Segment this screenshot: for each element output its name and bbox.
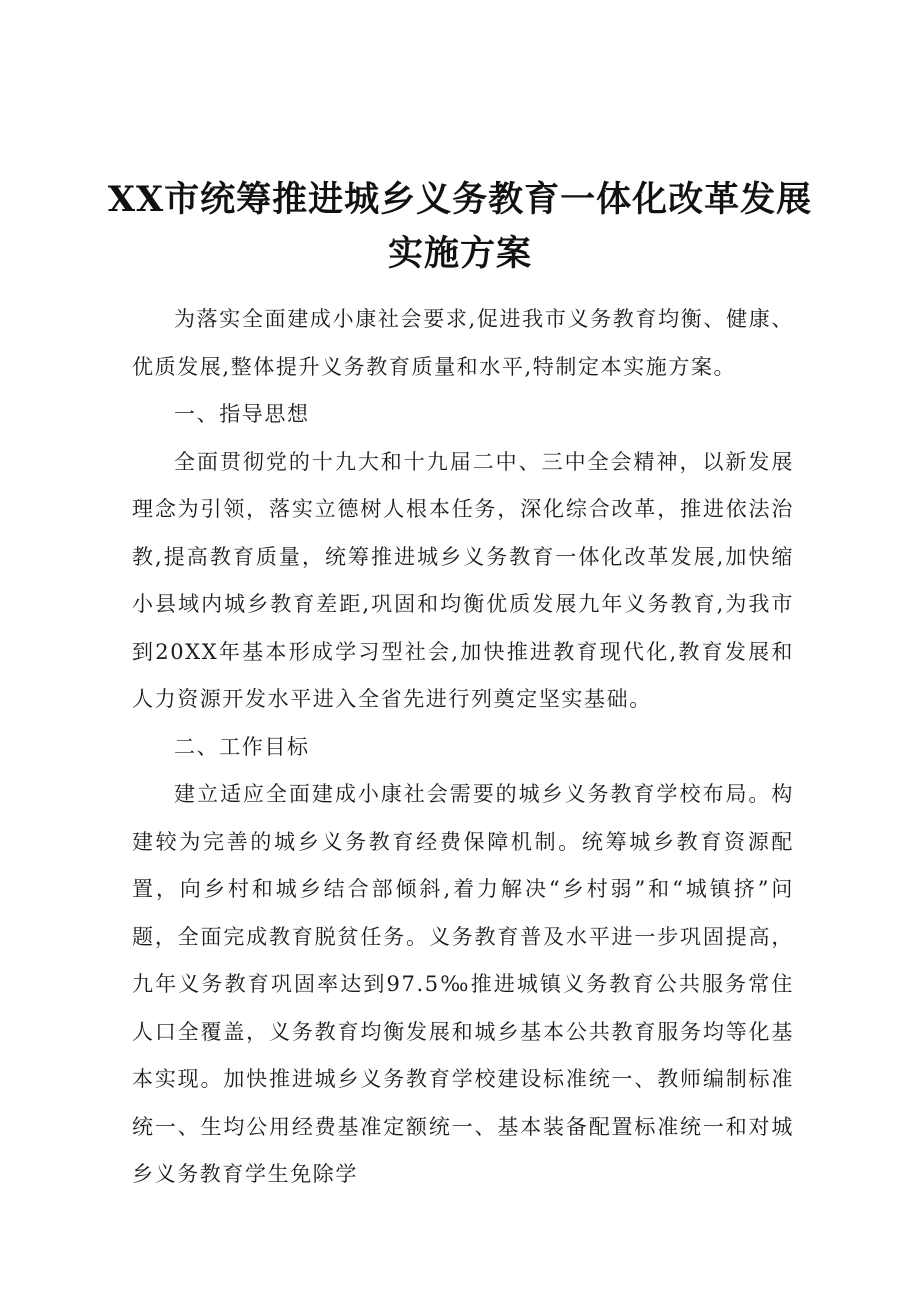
intro-paragraph: 为落实全面建成小康社会要求,促进我市义务教育均衡、健康、优质发展,整体提升义务教育质量和水平,特制定本实施方案。 [132, 307, 794, 379]
document-body [132, 296, 794, 1199]
work-goals-paragraph: 建立适应全面建成小康社会需要的城乡义务教育学校布局。构建较为完善的城乡义务教育经费保障机制。统筹城乡教育资源配置，向乡村和城乡结合部倾斜,着力解决“乡村弱”和“城镇挤”问题，全面完成教育脱贫任务。义务教育普及水平进一步巩固提高，九年义务教育巩固率达到97.5‰推进城镇义务教育公共服务常住人口全覆盖，义务教育均衡发展和城乡基本公共教育服务均等化基本实现。加快推进城乡义务教育学校建设标准统一、教师编制标准统一、生均公用经费基准定额统一、基本装备配置标准统一和对城乡义务教育学生免除学 [132, 782, 794, 1186]
title-main: 市统筹推进城乡义务教育一体化改革发展 [164, 180, 813, 220]
guiding-ideology-paragraph: 全面贯彻党的十九大和十九届二中、三中全会精神，以新发展理念为引领，落实立德树人根本任务，深化综合改革，推进依法治教,提高教育质量，统筹推进城乡义务教育一体化改革发展,加快缩小县域内城乡教育差距,巩固和均衡优质发展九年义务教育,为我市到20XX年基本形成学习型社会,加快推进教育现代化,教育发展和人力资源开发水平进入全省先进行列奠定坚实基础。 [132, 449, 794, 711]
document-title-line-1 [0, 172, 920, 222]
title-prefix: XX [107, 179, 165, 220]
section-heading-work-goals: 二、工作目标 [174, 734, 310, 759]
document-title-line-2: 实施方案 [387, 234, 532, 274]
section-heading-guiding-ideology: 一、指导思想 [174, 402, 310, 426]
